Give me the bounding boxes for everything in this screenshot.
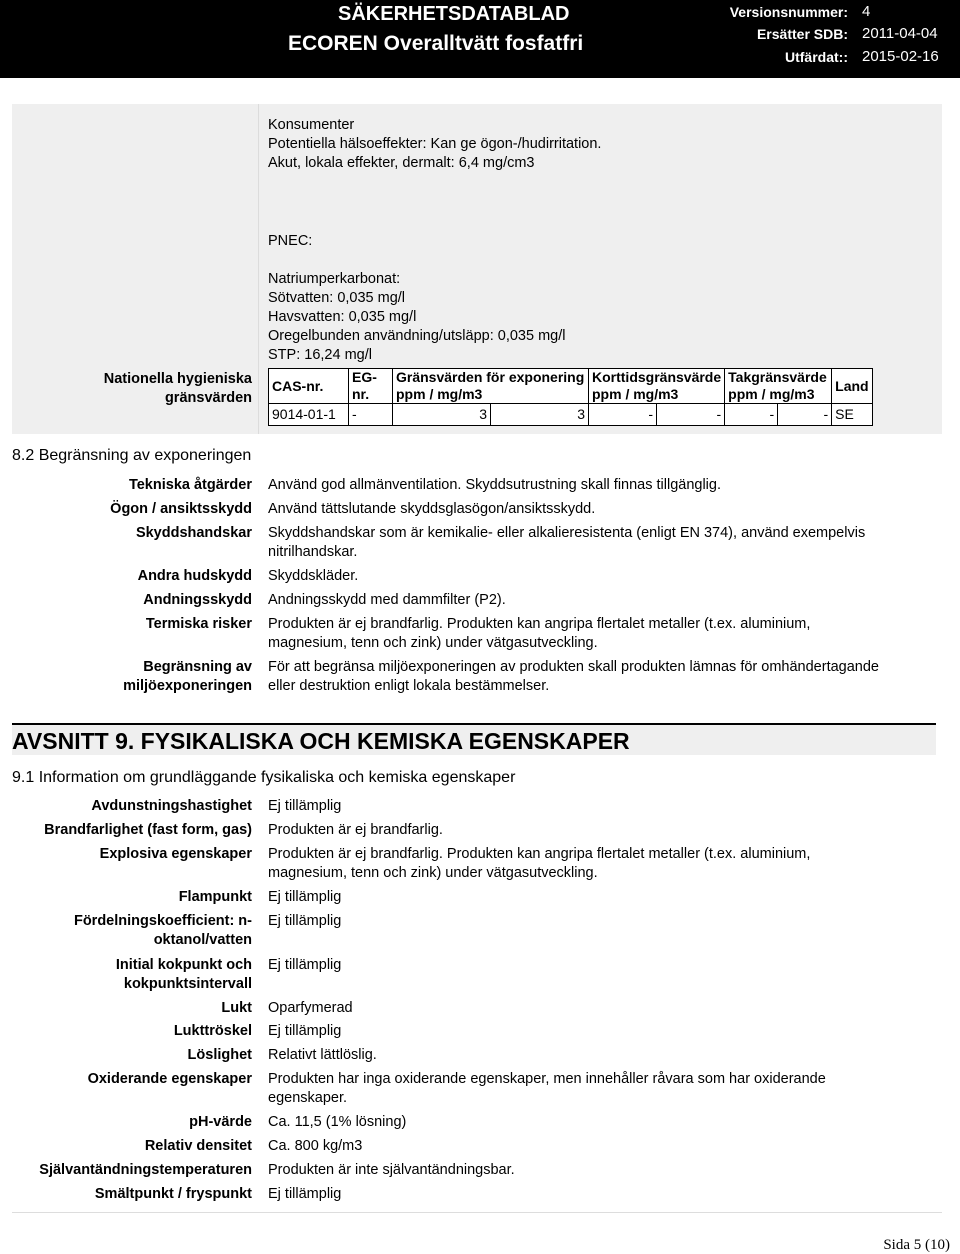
- property-value: Ej tillämplig: [268, 957, 342, 973]
- property-value: Produkten är inte självantändningsbar.: [268, 1162, 515, 1178]
- property-label: Lukttröskel: [173, 1023, 252, 1039]
- property-value: Ca. 800 kg/m3: [268, 1138, 363, 1154]
- property-label: Brandfarlighet (fast form, gas): [44, 822, 252, 838]
- consumers-line: Akut, lokala effekter, dermalt: 6,4 mg/cm3: [268, 155, 535, 171]
- header-cas: CAS-nr.: [269, 369, 349, 404]
- control-label: Skyddshandskar: [135, 525, 252, 541]
- divider: [12, 1212, 942, 1213]
- pnec-value: Havsvatten: 0,035 mg/l: [268, 309, 417, 325]
- header-country: Land: [832, 369, 872, 404]
- section-9-title: AVSNITT 9. FYSIKALISKA OCH KEMISKA EGENSKAPER: [12, 728, 630, 754]
- control-text: Skyddshandskar som är kemikalie- eller alkalieresistenta (enligt EN 374), använd exempelvis: [268, 525, 866, 541]
- control-label: Tekniska åtgärder: [128, 477, 252, 493]
- issued-label: Utfärdat::: [785, 49, 848, 65]
- section-9-header: [12, 723, 936, 755]
- header-ceiling-unit: ppm / mg/m3: [728, 386, 815, 402]
- replaces-label: Ersätter SDB:: [756, 26, 848, 42]
- document-title: SÄKERHETSDATABLAD: [338, 3, 570, 25]
- version-label: Versionsnummer:: [729, 4, 848, 20]
- property-value: Ej tillämplig: [268, 1186, 342, 1202]
- row-label-column: [12, 524, 252, 564]
- header-short-unit: ppm / mg/m3: [592, 386, 679, 402]
- issued-value: 2015-02-16: [862, 48, 939, 65]
- consumers-line: Potentiella hälsoeffekter: Kan ge ögon-/hudirritation.: [268, 136, 602, 152]
- row-label-column: [12, 615, 252, 655]
- cell-eg: -: [349, 404, 393, 426]
- control-text: Använd god allmänventilation. Skyddsutrustning skall finnas tillgänglig.: [268, 477, 721, 493]
- property-value: Ej tillämplig: [268, 1023, 342, 1039]
- header-limit: [393, 369, 589, 404]
- section-8-2-title: 8.2 Begränsning av exponeringen: [12, 447, 252, 464]
- pnec-heading: PNEC:: [268, 233, 313, 249]
- property-value: egenskaper.: [268, 1090, 348, 1106]
- pnec-substance: Natriumperkarbonat:: [268, 271, 401, 287]
- control-text: eller destruktion enligt lokala bestämmelser.: [268, 678, 550, 694]
- property-value: Produkten är ej brandfarlig.: [268, 822, 443, 838]
- property-label: Relativ densitet: [144, 1138, 252, 1154]
- control-text: För att begränsa miljöexponeringen av produkten skall produkten lämnas för omhändertagande: [268, 659, 879, 675]
- control-label: Termiska risker: [145, 616, 252, 632]
- property-label: Löslighet: [187, 1047, 252, 1063]
- cell-ceiling-mg: -: [778, 404, 832, 426]
- header-ceiling-label: Takgränsvärde: [728, 369, 827, 385]
- row-label-column: [12, 912, 252, 952]
- property-label: Oxiderande egenskaper: [87, 1071, 252, 1087]
- control-label: Andra hudskydd: [137, 568, 252, 584]
- property-value: Oparfymerad: [268, 1000, 353, 1016]
- property-label: Explosiva egenskaper: [99, 846, 252, 862]
- section-9-1-subtitle: 9.1 Information om grundläggande fysikaliska och kemiska egenskaper: [12, 769, 516, 786]
- product-name: ECOREN Overalltvätt fosfatfri: [288, 32, 584, 55]
- property-value: magnesium, tenn och zink) under vätgasutveckling.: [268, 865, 598, 881]
- property-value: Ej tillämplig: [268, 889, 342, 905]
- header-eg: EG-nr.: [349, 369, 393, 404]
- property-value: Ej tillämplig: [268, 798, 342, 814]
- property-label: Initial kokpunkt och: [115, 957, 252, 973]
- control-label: miljöexponeringen: [123, 678, 252, 694]
- property-label: kokpunktsintervall: [123, 976, 252, 992]
- property-label: Självantändningstemperaturen: [39, 1162, 252, 1178]
- pnec-value: STP: 16,24 mg/l: [268, 347, 372, 363]
- control-text: Skyddskläder.: [268, 568, 359, 584]
- control-text: magnesium, tenn och zink) under vätgasutveckling.: [268, 635, 598, 651]
- cell-ceiling-ppm: -: [725, 404, 778, 426]
- control-text: Använd tättslutande skyddsglasögon/ansiktsskydd.: [268, 501, 596, 517]
- property-label: Lukt: [221, 1000, 252, 1016]
- property-value: Relativt lättlöslig.: [268, 1047, 377, 1063]
- control-text: Andningsskydd med dammfilter (P2).: [268, 592, 506, 608]
- consumers-heading: Konsumenter: [268, 117, 355, 133]
- property-label: oktanol/vatten: [153, 932, 252, 948]
- property-value: Produkten har inga oxiderande egenskaper, men innehåller råvara som har oxiderande: [268, 1071, 826, 1087]
- property-label: pH-värde: [189, 1114, 252, 1130]
- header-short: [589, 369, 725, 404]
- page-number: Sida 5 (10): [883, 1237, 950, 1253]
- row-label-column: [12, 1185, 252, 1225]
- cell-short-ppm: -: [589, 404, 657, 426]
- column-divider: [258, 104, 259, 434]
- hygiene-label: Nationella hygieniska: [103, 371, 252, 387]
- property-label: Smältpunkt / fryspunkt: [94, 1186, 252, 1202]
- row-label-column: [12, 658, 252, 698]
- table-header-row: [269, 369, 873, 404]
- control-label: Andningsskydd: [143, 592, 252, 608]
- cell-limit-ppm: 3: [393, 404, 491, 426]
- version-value: 4: [862, 3, 871, 20]
- property-label: Avdunstningshastighet: [91, 798, 252, 814]
- control-label: Ögon / ansiktsskydd: [110, 501, 252, 517]
- hygiene-label: gränsvärden: [164, 390, 252, 406]
- exposure-limits-table: [268, 368, 873, 426]
- document-header: [0, 0, 960, 78]
- pnec-value: Oregelbunden användning/utsläpp: 0,035 mg/l: [268, 328, 566, 344]
- property-value: Ej tillämplig: [268, 913, 342, 929]
- header-limit-label: Gränsvärden för exponering: [396, 369, 585, 385]
- property-value: Ca. 11,5 (1% lösning): [268, 1114, 407, 1130]
- header-ceiling: [725, 369, 832, 404]
- row-label-column: [12, 845, 252, 885]
- cell-cas: 9014-01-1: [269, 404, 349, 426]
- header-short-label: Korttidsgränsvärde: [592, 369, 722, 385]
- property-label: Fördelningskoefficient: n-: [73, 913, 252, 929]
- control-label: Begränsning av: [143, 659, 252, 675]
- property-label: Flampunkt: [178, 889, 252, 905]
- replaces-value: 2011-04-04: [862, 25, 938, 42]
- control-text: nitrilhandskar.: [268, 544, 358, 560]
- header-limit-unit: ppm / mg/m3: [396, 386, 483, 402]
- pnec-value: Sötvatten: 0,035 mg/l: [268, 290, 406, 306]
- row-label-column: [12, 956, 252, 996]
- cell-short-mg: -: [657, 404, 725, 426]
- cell-country: SE: [832, 404, 872, 426]
- table-row: [269, 404, 873, 426]
- control-text: Produkten är ej brandfarlig. Produkten kan angripa flertalet metaller (t.ex. aluminium,: [268, 616, 811, 632]
- property-value: Produkten är ej brandfarlig. Produkten kan angripa flertalet metaller (t.ex. aluminium,: [268, 846, 811, 862]
- row-label-column: [12, 1070, 252, 1110]
- cell-limit-mg: 3: [491, 404, 589, 426]
